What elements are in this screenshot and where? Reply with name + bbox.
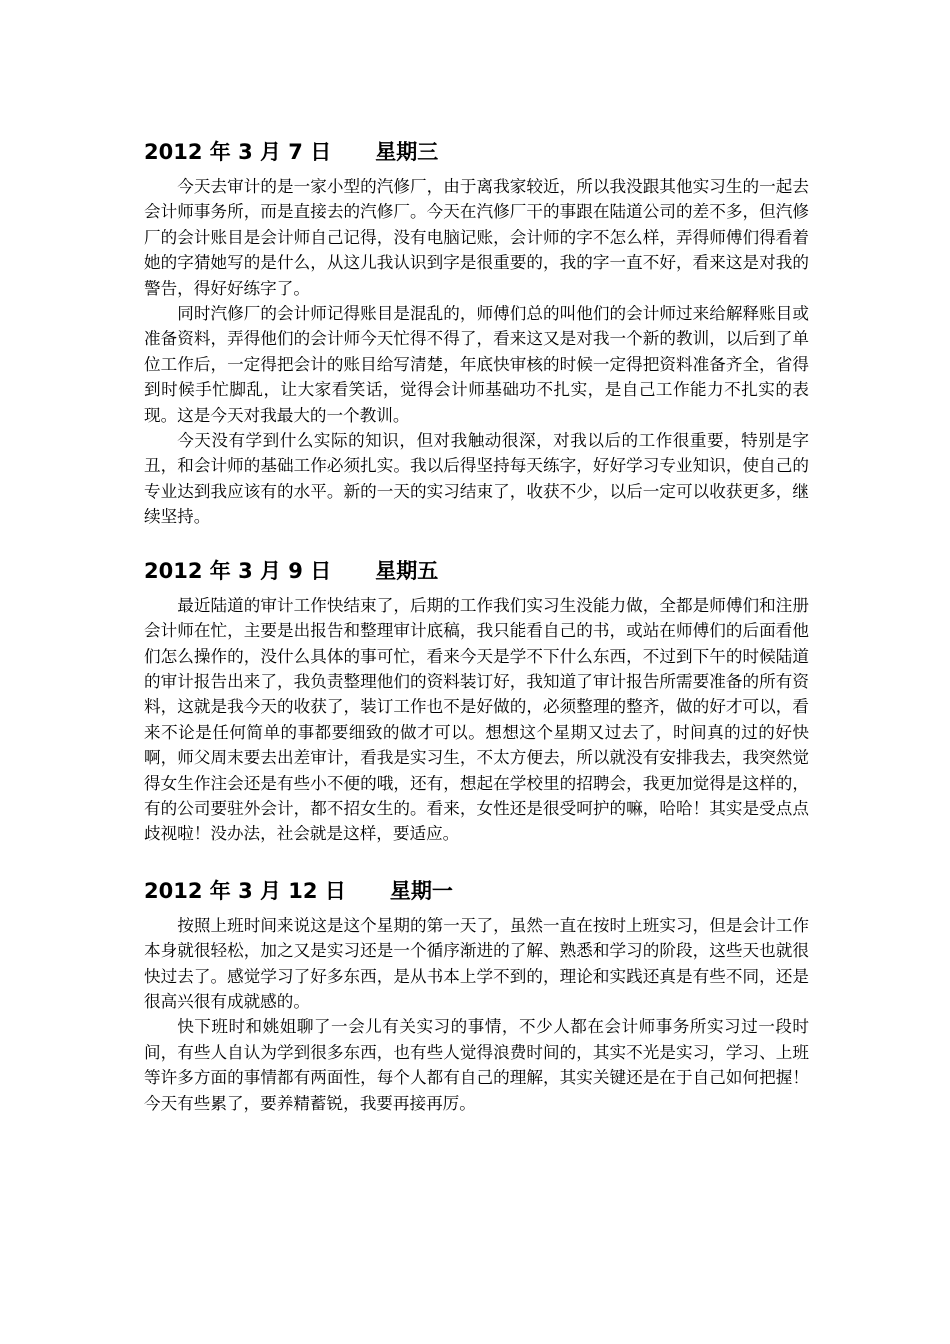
entry-heading bbox=[144, 877, 809, 905]
entry-date: 2012 年 3 月 7 日 bbox=[144, 140, 332, 164]
entry-heading bbox=[144, 138, 809, 166]
entry-paragraph: 今天去审计的是一家小型的汽修厂，由于离我家较近，所以我没跟其他实习生的一起去会计师事务所，而是直接去的汽修厂。今天在汽修厂干的事跟在陆道公司的差不多，但汽修厂的会计账目是会计师自己记得，没有电脑记账，会计师的字不怎么样，弄得师傅们得看着她的字猜她写的是什么，从这儿我认识到字是很重要的，我的字一直不好，看来这是对我的警告，得好好练字了。 bbox=[144, 177, 809, 298]
entry-weekday: 星期三 bbox=[375, 140, 439, 164]
entry-date: 2012 年 3 月 12 日 bbox=[144, 878, 346, 903]
entry-date: 2012 年 3 月 9 日 bbox=[144, 558, 332, 583]
entry-heading bbox=[144, 557, 809, 585]
entry-paragraph: 快下班时和姚姐聊了一会儿有关实习的事情，不少人都在会计师事务所实习过一段时间，有些人自认为学到很多东西，也有些人觉得浪费时间的，其实不光是实习，学习、上班等许多方面的事情都有两面性，每个人都有自己的理解，其实关键还是在于自己如何把握！今天有些累了，要养精蓄锐，我要再接再厉。 bbox=[144, 1017, 809, 1113]
diary-entry bbox=[144, 877, 809, 1116]
entry-weekday: 星期五 bbox=[375, 558, 439, 583]
entry-paragraph: 同时汽修厂的会计师记得账目是混乱的，师傅们总的叫他们的会计师过来给解释账目或准备资料，弄得他们的会计师今天忙得不得了，看来这又是对我一个新的教训，以后到了单位工作后，一定得把会计的账目给写清楚，年底快审核的时候一定得把资料准备齐全，省得到时候手忙脚乱，让大家看笑话，觉得会计师基础功不扎实，是自己工作能力不扎实的表现。这是今天对我最大的一个教训。 bbox=[144, 304, 809, 425]
entry-paragraph: 最近陆道的审计工作快结束了，后期的工作我们实习生没能力做，全都是师傅们和注册会计师在忙，主要是出报告和整理审计底稿，我只能看自己的书，或站在师傅们的后面看他们怎么操作的，没什么具体的事可忙，看来今天是学不下什么东西，不过到下午的时候陆道的审计报告出来了，我负责整理他们的资料装订好，我知道了审计报告所需要准备的所有资料，这就是我今天的收获了，装订工作也不是好做的，必须整理的整齐，做的好才可以，看来不论是任何简单的事都要细致的做才可以。想想这个星期又过去了，时间真的过的好快啊，师父周末要去出差审计，看我是实习生，不太方便去，所以就没有安排我去，我突然觉得女生作注会还是有些小不便的哦，还有，想起在学校里的招聘会，我更加觉得是这样的，有的公司要驻外会计，都不招女生的。看来，女性还是很受呵护的嘛，哈哈！其实是受点点歧视啦！没办法，社会就是这样，要适应。 bbox=[144, 595, 809, 844]
diary-entry bbox=[144, 138, 809, 530]
diary-page bbox=[144, 138, 809, 1116]
diary-entry bbox=[144, 557, 809, 847]
entry-paragraph: 按照上班时间来说这是这个星期的第一天了，虽然一直在按时上班实习，但是会计工作本身就很轻松，加之又是实习还是一个循序渐进的了解、熟悉和学习的阶段，这些天也就很快过去了。感觉学习了好多东西，是从书本上学不到的，理论和实践还真是有些不同，还是很高兴很有成就感的。 bbox=[144, 915, 809, 1011]
entry-weekday: 星期一 bbox=[389, 878, 453, 903]
entry-paragraph: 今天没有学到什么实际的知识，但对我触动很深，对我以后的工作很重要，特别是字丑，和会计师的基础工作必须扎实。我以后得坚持每天练字，好好学习专业知识，使自己的专业达到我应该有的水平。新的一天的实习结束了，收获不少，以后一定可以收获更多，继续坚持。 bbox=[144, 431, 809, 527]
